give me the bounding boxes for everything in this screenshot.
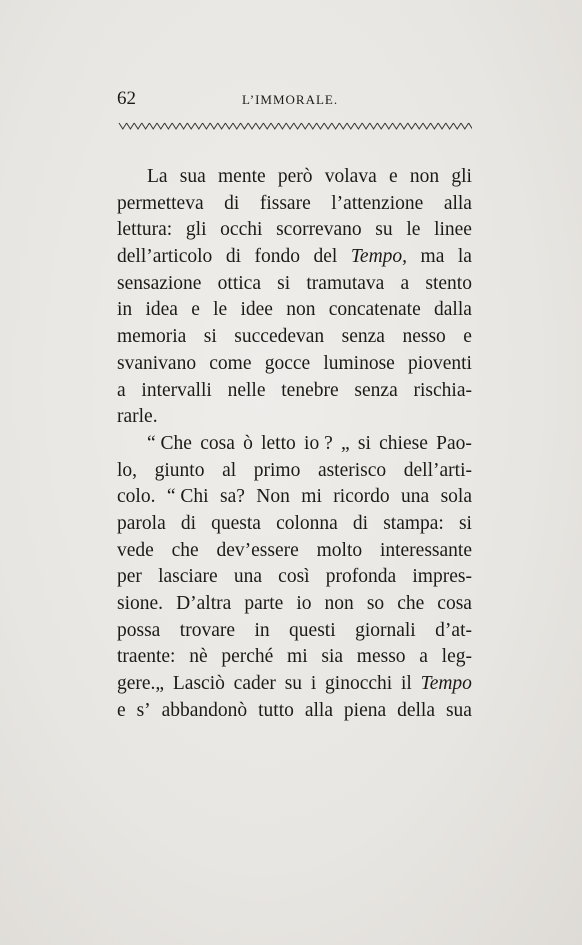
word: dell’articolo bbox=[117, 246, 213, 268]
word: gocce bbox=[264, 352, 311, 374]
word: su bbox=[284, 673, 303, 695]
word: la bbox=[457, 246, 472, 268]
word: al bbox=[222, 459, 237, 481]
text-line bbox=[117, 324, 472, 351]
word: però bbox=[277, 166, 313, 187]
word: sa? bbox=[219, 486, 245, 508]
word: La bbox=[147, 166, 168, 187]
ornament-chevron bbox=[309, 123, 317, 129]
ornament-chevron bbox=[301, 123, 309, 129]
text-line bbox=[117, 511, 472, 538]
ornament-chevron bbox=[180, 123, 188, 129]
word: D’altra bbox=[176, 593, 232, 614]
word: e bbox=[463, 326, 472, 348]
word: rischia- bbox=[413, 379, 472, 401]
ornament-chevron bbox=[233, 123, 241, 129]
ornament-chevron bbox=[225, 123, 233, 129]
word: sua bbox=[179, 166, 206, 187]
text-line bbox=[117, 217, 472, 244]
word: s’ bbox=[136, 699, 151, 721]
word: fondo bbox=[254, 246, 300, 268]
word: gere.„ bbox=[117, 673, 165, 695]
word: su bbox=[375, 219, 393, 241]
word: mi bbox=[301, 486, 322, 508]
word: mi bbox=[287, 646, 308, 668]
word: di bbox=[224, 192, 240, 214]
ornament-chevron bbox=[165, 123, 173, 129]
word: „ bbox=[340, 432, 350, 454]
text-line bbox=[117, 271, 472, 298]
ornament-chevron bbox=[187, 123, 195, 129]
ornament-chevron bbox=[377, 123, 385, 129]
ornament-chevron bbox=[127, 123, 135, 129]
ornament-chevron bbox=[415, 123, 423, 129]
ornament-chevron bbox=[142, 123, 150, 129]
ornament-chevron bbox=[446, 123, 454, 129]
ornament-chevron bbox=[431, 123, 439, 129]
word: vede bbox=[117, 539, 154, 561]
word: di bbox=[180, 512, 197, 534]
decorative-rule bbox=[117, 120, 472, 132]
ornament-chevron bbox=[469, 123, 472, 129]
word: io ? bbox=[304, 432, 333, 454]
word: parola bbox=[117, 512, 166, 534]
word: tenebre bbox=[281, 379, 339, 401]
word: ottica bbox=[217, 272, 261, 294]
word: per bbox=[117, 566, 142, 588]
word: profonda bbox=[325, 566, 397, 588]
word: possa bbox=[117, 619, 161, 641]
word: giunto bbox=[154, 459, 205, 481]
ornament-chevron bbox=[172, 123, 180, 129]
word: una bbox=[233, 566, 262, 588]
word: come bbox=[209, 352, 252, 374]
word: fissare bbox=[259, 192, 311, 214]
word: e bbox=[388, 166, 398, 187]
ornament-chevron bbox=[461, 123, 469, 129]
word: mente bbox=[218, 166, 266, 187]
ornament-chevron bbox=[400, 123, 408, 129]
word: e bbox=[191, 299, 200, 321]
ornament-chevron bbox=[263, 123, 271, 129]
word: sia bbox=[321, 646, 344, 668]
word: lasciare bbox=[158, 566, 218, 588]
word: perché bbox=[221, 646, 274, 668]
text-line bbox=[117, 671, 472, 698]
word: dalla bbox=[434, 299, 472, 321]
text-line bbox=[117, 698, 472, 725]
word: a bbox=[400, 272, 410, 294]
ornament-chevron bbox=[339, 123, 347, 129]
word: Pao- bbox=[436, 432, 472, 454]
word: si bbox=[458, 512, 472, 534]
word: alla bbox=[304, 699, 333, 721]
word: asterisco bbox=[317, 459, 387, 481]
word: giornali bbox=[355, 619, 416, 641]
word: le bbox=[213, 299, 228, 321]
word: cosa bbox=[437, 593, 472, 614]
text-line bbox=[117, 378, 472, 405]
word: dev’essere bbox=[216, 539, 299, 561]
word: a bbox=[117, 379, 126, 401]
ornament-chevron bbox=[256, 123, 264, 129]
text-line bbox=[117, 618, 472, 645]
word: gli bbox=[185, 219, 207, 241]
word: si bbox=[357, 432, 371, 454]
ornament-chevron bbox=[385, 123, 393, 129]
word: in bbox=[254, 619, 270, 641]
word: luminose bbox=[323, 352, 395, 374]
ornament-chevron bbox=[119, 123, 127, 129]
ornament-chevron bbox=[294, 123, 302, 129]
text-line bbox=[117, 458, 472, 485]
word: così bbox=[278, 566, 310, 588]
word: sione. bbox=[117, 593, 164, 614]
word: intervalli bbox=[141, 379, 212, 401]
word: abbandonò bbox=[161, 699, 248, 721]
ornament-chevron bbox=[271, 123, 279, 129]
word: parte bbox=[244, 593, 284, 614]
word: Tempo, bbox=[350, 246, 408, 268]
word: sua bbox=[445, 699, 472, 721]
word: stampa: bbox=[383, 512, 444, 534]
word: scorrevano bbox=[276, 219, 362, 241]
word: interessante bbox=[379, 539, 472, 561]
running-title: L’IMMORALE. bbox=[242, 92, 339, 107]
word: sola bbox=[440, 486, 472, 508]
word: si bbox=[277, 272, 291, 294]
word: colo. bbox=[117, 486, 156, 508]
word: l’attenzione bbox=[331, 192, 424, 214]
word: messo bbox=[356, 646, 406, 668]
word: Lasciò bbox=[172, 673, 225, 695]
word: senza bbox=[354, 379, 398, 401]
word: svanivano bbox=[117, 352, 197, 374]
ornament-chevron bbox=[332, 123, 340, 129]
word: nè bbox=[189, 646, 208, 668]
ornament-chevron bbox=[362, 123, 370, 129]
text-line bbox=[117, 297, 472, 324]
word: non bbox=[324, 593, 354, 614]
word: occhi bbox=[220, 219, 263, 241]
word: volava bbox=[324, 166, 377, 187]
text-line bbox=[117, 538, 472, 565]
word: concatenate bbox=[328, 299, 421, 321]
ornament-chevron bbox=[248, 123, 256, 129]
text-line bbox=[117, 484, 472, 511]
word: colonna bbox=[276, 512, 338, 534]
ornament-chevron bbox=[134, 123, 142, 129]
word: letto bbox=[261, 432, 296, 454]
word: tutto bbox=[258, 699, 294, 721]
word: Non bbox=[256, 486, 290, 508]
word: primo bbox=[253, 459, 301, 481]
word: leg- bbox=[441, 646, 472, 668]
ornament-chevron bbox=[317, 123, 325, 129]
text-line bbox=[117, 164, 472, 191]
ornament-chevron bbox=[370, 123, 378, 129]
word: cader bbox=[233, 673, 276, 695]
word: a bbox=[419, 646, 428, 668]
word: i bbox=[310, 673, 317, 695]
ornament-chevron bbox=[149, 123, 157, 129]
text-line bbox=[117, 644, 472, 671]
ornament-chevron bbox=[218, 123, 226, 129]
ornament-chevron bbox=[279, 123, 287, 129]
word: succedevan bbox=[234, 326, 325, 348]
word: questa bbox=[211, 512, 261, 534]
ornament-chevron bbox=[286, 123, 294, 129]
word: so bbox=[366, 593, 385, 614]
word: che bbox=[397, 593, 425, 614]
word: le bbox=[406, 219, 421, 241]
word: trovare bbox=[179, 619, 235, 641]
word: senza bbox=[341, 326, 385, 348]
body-text bbox=[117, 164, 472, 724]
word: il bbox=[401, 673, 412, 695]
ornament-chevron bbox=[157, 123, 165, 129]
word: tramutava bbox=[306, 272, 385, 294]
ornament-chevron bbox=[453, 123, 461, 129]
text-line bbox=[117, 564, 472, 591]
word: di bbox=[352, 512, 369, 534]
word: traente: bbox=[117, 646, 176, 668]
word: non bbox=[409, 166, 440, 187]
word: ò bbox=[243, 432, 253, 454]
text-line bbox=[117, 351, 472, 378]
word: impres- bbox=[412, 566, 472, 588]
ornament-chevron bbox=[408, 123, 416, 129]
text-line bbox=[117, 244, 472, 271]
word: molto bbox=[316, 539, 363, 561]
text-line bbox=[117, 404, 472, 431]
ornament-chevron bbox=[355, 123, 363, 129]
word: lettura: bbox=[117, 219, 173, 241]
word: lo, bbox=[117, 459, 138, 481]
word: nelle bbox=[227, 379, 266, 401]
word: della bbox=[397, 699, 435, 721]
word: gli bbox=[451, 166, 472, 187]
word: io bbox=[296, 593, 312, 614]
page-header bbox=[117, 88, 472, 112]
word: dell’arti- bbox=[403, 459, 472, 481]
word: memoria bbox=[117, 326, 187, 348]
ornament-chevron bbox=[347, 123, 355, 129]
word: “ Chi bbox=[166, 486, 209, 508]
word: una bbox=[401, 486, 430, 508]
word: cosa bbox=[200, 432, 235, 454]
ornament-chevron bbox=[438, 123, 446, 129]
ornament-chevron bbox=[423, 123, 431, 129]
word: sensazione bbox=[117, 272, 202, 294]
word: in bbox=[117, 299, 133, 321]
text-line bbox=[117, 191, 472, 218]
text-line bbox=[117, 591, 472, 618]
word: Tempo bbox=[420, 673, 472, 695]
ornament-chevron bbox=[241, 123, 249, 129]
word: d’at- bbox=[435, 619, 472, 641]
ornament-chevron bbox=[210, 123, 218, 129]
word: questi bbox=[289, 619, 336, 641]
word: piena bbox=[343, 699, 387, 721]
word: ginocchi bbox=[325, 673, 393, 695]
word: ricordo bbox=[333, 486, 390, 508]
word: stento bbox=[425, 272, 472, 294]
word: ma bbox=[420, 246, 445, 268]
word: e bbox=[117, 699, 126, 721]
word: non bbox=[286, 299, 316, 321]
ornament-border bbox=[117, 120, 472, 132]
word: idee bbox=[240, 299, 273, 321]
word: nesso bbox=[402, 326, 446, 348]
text-line bbox=[117, 431, 472, 458]
word: che bbox=[171, 539, 199, 561]
page-number: 62 bbox=[117, 88, 136, 109]
word: alla bbox=[443, 192, 472, 214]
word: “ Che bbox=[147, 432, 192, 454]
word: pioventi bbox=[408, 352, 472, 374]
word: di bbox=[225, 246, 241, 268]
word: permetteva bbox=[117, 192, 204, 214]
word: idea bbox=[145, 299, 178, 321]
word: del bbox=[313, 246, 338, 268]
ornament-chevron bbox=[393, 123, 401, 129]
word: chiese bbox=[379, 432, 428, 454]
ornament-chevron bbox=[324, 123, 332, 129]
ornament-chevron bbox=[203, 123, 211, 129]
word: rarle. bbox=[117, 406, 158, 428]
word: si bbox=[203, 326, 217, 348]
word: linee bbox=[434, 219, 472, 241]
ornament-chevron bbox=[195, 123, 203, 129]
